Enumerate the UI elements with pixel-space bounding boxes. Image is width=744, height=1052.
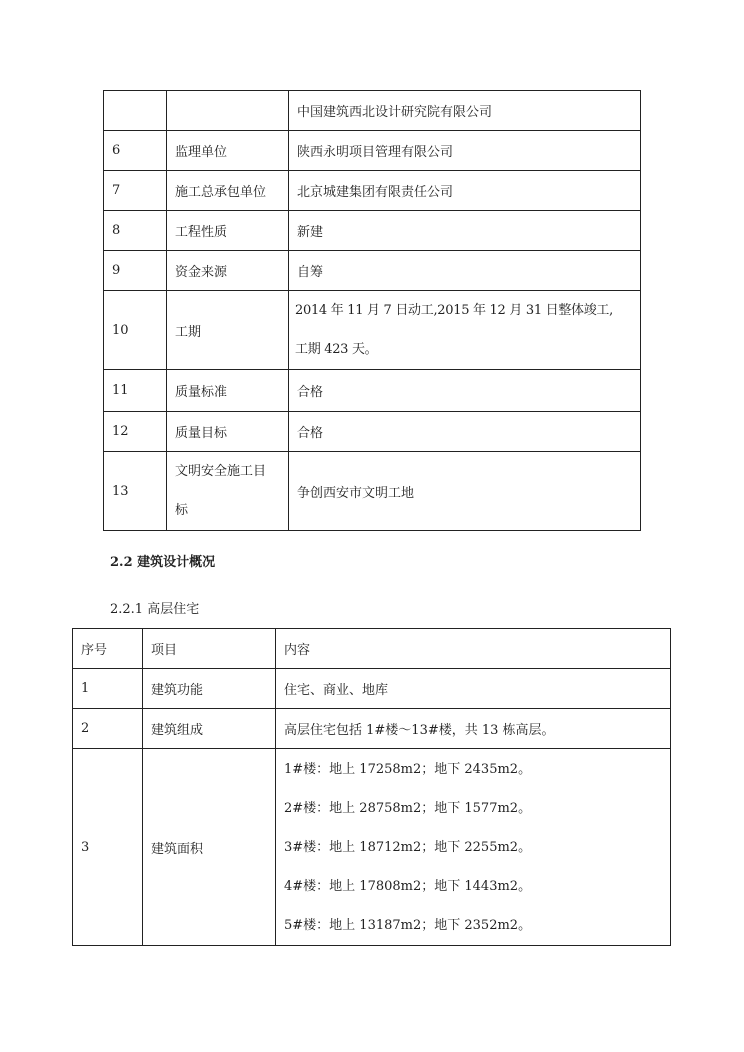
cell-content: 合格 bbox=[289, 412, 641, 452]
table-row bbox=[73, 709, 671, 749]
table-row bbox=[104, 291, 641, 370]
table-row bbox=[104, 251, 641, 291]
cell-content: 住宅、商业、地库 bbox=[276, 669, 671, 709]
cell-no: 7 bbox=[104, 171, 167, 211]
table-row bbox=[104, 91, 641, 131]
cell-no: 11 bbox=[104, 370, 167, 412]
content-line: 1#楼：地上 17258m2；地下 2435m2。 bbox=[284, 761, 532, 777]
cell-no: 1 bbox=[73, 669, 143, 709]
table-row bbox=[104, 452, 641, 531]
cell-item bbox=[167, 91, 289, 131]
cell-content: 中国建筑西北设计研究院有限公司 bbox=[289, 91, 641, 131]
cell-no: 3 bbox=[73, 749, 143, 946]
cell-item: 施工总承包单位 bbox=[167, 171, 289, 211]
header-item: 项目 bbox=[143, 629, 276, 669]
cell-item: 建筑面积 bbox=[143, 749, 276, 946]
table-row bbox=[104, 370, 641, 412]
table-row bbox=[73, 749, 671, 946]
cell-content: 自筹 bbox=[289, 251, 641, 291]
table-row bbox=[104, 131, 641, 171]
cell-no: 2 bbox=[73, 709, 143, 749]
content-line: 3#楼：地上 18712m2；地下 2255m2。 bbox=[284, 839, 532, 855]
table-row bbox=[73, 669, 671, 709]
table-header-row bbox=[73, 629, 671, 669]
cell-content: 争创西安市文明工地 bbox=[289, 452, 641, 531]
item-line: 标 bbox=[175, 503, 189, 518]
cell-item: 工程性质 bbox=[167, 211, 289, 251]
cell-no: 8 bbox=[104, 211, 167, 251]
cell-content: 高层住宅包括 1#楼～13#楼，共 13 栋高层。 bbox=[276, 709, 671, 749]
cell-no: 12 bbox=[104, 412, 167, 452]
content-line: 4#楼：地上 17808m2；地下 1443m2。 bbox=[284, 878, 532, 894]
cell-item: 质量标准 bbox=[167, 370, 289, 412]
table-row bbox=[104, 412, 641, 452]
cell-item: 监理单位 bbox=[167, 131, 289, 171]
cell-content bbox=[276, 749, 671, 946]
subsection-heading: 2.2.1 高层住宅 bbox=[110, 602, 200, 617]
cell-content: 合格 bbox=[289, 370, 641, 412]
cell-no: 10 bbox=[104, 291, 167, 370]
cell-no bbox=[104, 91, 167, 131]
cell-item: 工期 bbox=[167, 291, 289, 370]
cell-item: 质量目标 bbox=[167, 412, 289, 452]
content-line: 5#楼：地上 13187m2；地下 2352m2。 bbox=[284, 917, 532, 933]
cell-no: 6 bbox=[104, 131, 167, 171]
cell-item: 建筑功能 bbox=[143, 669, 276, 709]
item-line: 文明安全施工目 bbox=[175, 464, 267, 479]
section-heading: 2.2 建筑设计概况 bbox=[110, 555, 216, 570]
table-row bbox=[104, 171, 641, 211]
content-line: 2#楼：地上 28758m2；地下 1577m2。 bbox=[284, 800, 532, 816]
header-content: 内容 bbox=[276, 629, 671, 669]
cell-no: 9 bbox=[104, 251, 167, 291]
content-line: 工期 423 天。 bbox=[295, 342, 378, 357]
cell-content: 陕西永明项目管理有限公司 bbox=[289, 131, 641, 171]
cell-no: 13 bbox=[104, 452, 167, 531]
table-row bbox=[104, 211, 641, 251]
header-no: 序号 bbox=[73, 629, 143, 669]
building-design-table bbox=[72, 628, 671, 946]
cell-content bbox=[289, 291, 641, 370]
cell-content: 新建 bbox=[289, 211, 641, 251]
cell-item bbox=[167, 452, 289, 531]
content-line: 2014 年 11 月 7 日动工,2015 年 12 月 31 日整体竣工, bbox=[295, 303, 613, 318]
cell-item: 建筑组成 bbox=[143, 709, 276, 749]
project-info-table bbox=[103, 90, 641, 531]
cell-content: 北京城建集团有限责任公司 bbox=[289, 171, 641, 211]
cell-item: 资金来源 bbox=[167, 251, 289, 291]
